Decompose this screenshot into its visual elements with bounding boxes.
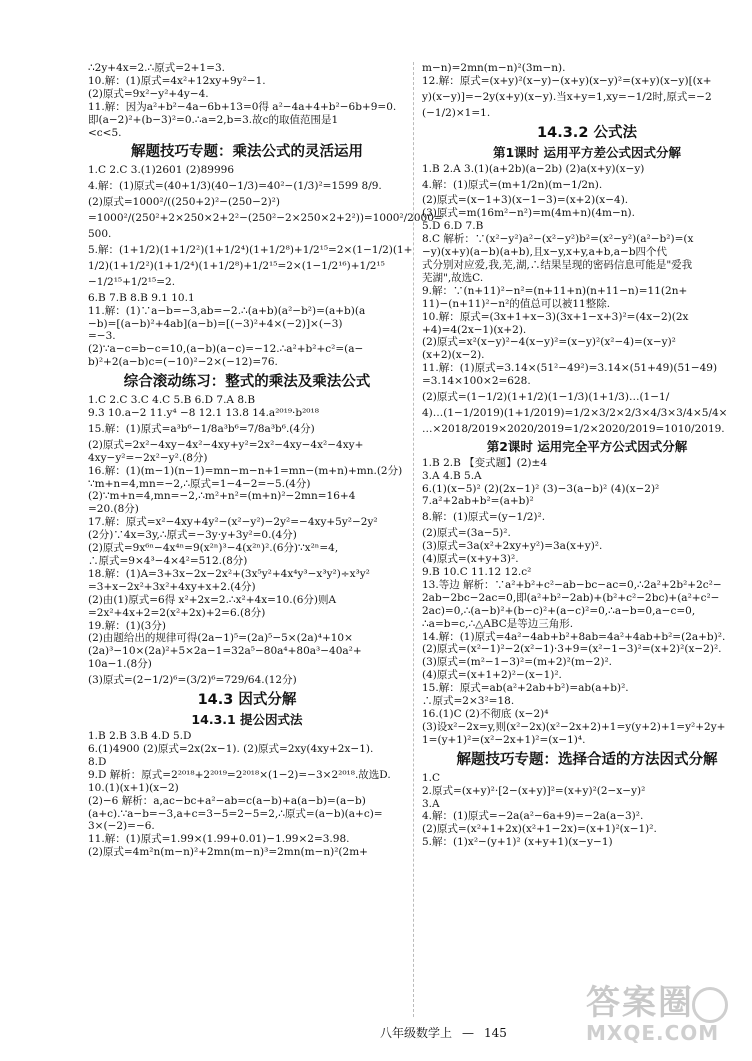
answer-line: −y)(x+y)(a−b)(a+b),且x−y,x+y,a+b,a−b四个代 xyxy=(422,246,668,259)
answer-line: (a+c).∵a−b=−3,a+c=3−5=2−5=2,∴原式=(a−b)(a+c)= xyxy=(88,807,383,820)
answer-line: =−3. xyxy=(88,330,116,343)
answer-line: 6.B 7.B 8.B 9.1 10.1 xyxy=(88,291,195,304)
answer-line: =2x²+4x+2=2(x²+2x)+2=6.(8分) xyxy=(88,606,266,619)
answer-line: 8.解：(1)原式=(y−1/2)². xyxy=(422,511,546,524)
answer-line: 4)…(1−1/2019)(1+1/2019)=1/2×3/2×2/3×4/3×3/4×5/4× xyxy=(422,406,728,419)
answer-line: 4.解：(1)原式=(40+1/3)(40−1/3)=40²−(1/3)²=1599 8/9. xyxy=(88,180,382,193)
answer-line: ∵m+n=4,mn=−2,∴原式=1−4−2=−5.(4分) xyxy=(88,477,311,490)
answer-line: 8.C 解析：∵(x²−y²)a²−(x²−y²)b²=(x²−y²)(a²−b²)=(x xyxy=(422,233,694,246)
watermark-top: 答案圈 xyxy=(586,983,694,1023)
answer-line: 2ab−2bc−2ac=0,即(a²+b²−2ab)+(b²+c²−2bc)+(a²+c²− xyxy=(422,591,720,604)
section-heading: 解题技巧专题：乘法公式的灵活运用 xyxy=(131,144,363,161)
answer-line: (2)原式=(x−1+3)(x−1−3)=(x+2)(x−4). xyxy=(422,194,629,207)
answer-line: (2分)∵4x=3y,∴原式=−3y·y+3y²=0.(4分) xyxy=(88,529,297,542)
answer-line: 16.解：(1)(m−1)(n−1)=mn−m−n+1=mn−(m+n)+mn.(2分) xyxy=(88,464,403,477)
answer-line: 1.C xyxy=(422,771,441,784)
answer-line: 1.C 2.C 3.(1)2601 (2)89996 xyxy=(88,164,235,177)
section-heading: 综合滚动练习：整式的乘法及乘法公式 xyxy=(123,374,371,391)
column-divider xyxy=(413,62,414,1017)
answer-line: (−1/2)×1=1. xyxy=(422,106,491,119)
answer-line: 1.C 2.C 3.C 4.C 5.B 6.D 7.A 8.B xyxy=(88,394,256,407)
answer-line: (2)原式=1000²/((250+2)²−(250−2)²) xyxy=(88,196,280,209)
answer-line: 18.解：(1)A=3+3x−2x−2x²+(3x⁵y²+4x⁴y³−x³y²)÷x³y² xyxy=(88,567,370,580)
answer-line: (2)原式=4m²n(m−n)²+2mn(m−n)³=2mn(m−n)²(2m+ xyxy=(88,846,368,859)
answer-line: (2)原式=(3a−5)². xyxy=(422,527,511,540)
answer-line: 15.解：原式=ab(a²+2ab+b²)=ab(a+b)². xyxy=(422,682,629,695)
answer-line: y)(x−y)]=−2y(x+y)(x−y).当x+y=1,xy=−1/2时,原式=−2 xyxy=(422,90,712,103)
answer-line: ∴原式=2×3²=18. xyxy=(422,695,515,708)
answer-line: (4)原式=(x+y+3)². xyxy=(422,553,519,566)
answer-line: 1.B 2.A 3.(1)(a+2b)(a−2b) (2)a(x+y)(x−y) xyxy=(422,162,645,175)
answer-line: 19.解：(1)(3分) xyxy=(88,619,166,632)
answer-line: <c<5. xyxy=(88,126,122,139)
answer-line: 11)−(n+11)²−n²的值总可以被11整除. xyxy=(422,297,611,310)
answer-line: ∴原式=9×4³−4×4²=512.(8分) xyxy=(88,555,248,567)
page-number: 145 xyxy=(484,1026,507,1040)
answer-line: (2)原式=x²(x−y)²−4(x−y)²=(x−y)²(x²−4)=(x−y)² xyxy=(422,336,676,349)
answer-line: 3×(−2)=−6. xyxy=(88,820,155,833)
section-heading: 14.3.2 公式法 xyxy=(537,124,637,141)
answer-line: 17.解：原式=x²−4xy+4y²−(x²−y²)−2y²=−4xy+5y²−2y² xyxy=(88,516,378,529)
answer-line: +4)=4(2x−1)(x+2). xyxy=(422,323,527,336)
answer-line: 11.解：(1)原式=3.14×(51²−49²)=3.14×(51+49)(51−49) xyxy=(422,362,718,375)
answer-line: 2ac)=0,∴(a−b)²+(b−c)²+(a−c)²=0,∴a−b=0,a−c=0, xyxy=(422,604,696,617)
answer-line: 1=(y+1)²=(x²−2x+1)²=(x−1)⁴. xyxy=(422,733,586,746)
answer-line: 10.解：(1)原式=4x²+12xy+9y²−1. xyxy=(88,74,266,87)
answer-line: (2a)³−10×(2a)²+5×2a−1=32a⁵−80a⁴+80a³−40a²+ xyxy=(88,645,362,658)
answer-line: 500. xyxy=(88,228,112,241)
answer-line: 9.B 10.C 11.12 12.c² xyxy=(422,566,532,578)
answer-line: …×2018/2019×2020/2019=1/2×2020/2019=1010/2019. xyxy=(422,422,725,435)
answer-line: 11.解：因为a²+b²−4a−6b+13=0得 a²−4a+4+b²−6b+9=0. xyxy=(88,100,397,113)
answer-line: (2)由题给出的规律可得(2a−1)⁵=(2a)⁵−5×(2a)⁴+10× xyxy=(88,632,353,645)
answer-column-left xyxy=(88,62,443,859)
answer-line: 1/2)(1+1/2²)(1+1/2⁴)(1+1/2⁸)+1/2¹⁵=2×(1−1/2¹⁶)+1/2¹⁵ xyxy=(88,259,385,272)
answer-line: 16.(1)C (2)不彻底 (x−2)⁴ xyxy=(422,707,549,720)
answer-line: 4.解：(1)原式=−2a(a²−6a+9)=−2a(a−3)². xyxy=(422,810,644,823)
answer-line: 即(a−2)²+(b−3)²=0.∴a=2,b=3.故c的取值范围是1 xyxy=(88,113,339,126)
answer-line: 6.(1)4900 (2)原式=2x(2x−1). (2)原式=2xy(4xy+2x−1). xyxy=(88,742,374,755)
footer-grade: 八年级数学上 xyxy=(380,1026,453,1040)
answer-line: =1000²/(250²+2×250×2+2²−(250²−2×250×2+2²))=1000²/2000= xyxy=(88,212,443,225)
answer-line: (2)原式=(x²−1)²−2(x²−1)·3+9=(x²−1−3)²=(x+2)²(x−2)². xyxy=(422,643,722,656)
answer-line: 1.B 2.B 3.B 4.D 5.D xyxy=(88,730,192,743)
watermark-circle-icon xyxy=(692,987,728,1023)
answer-line: =3.14×100×2=628. xyxy=(422,375,531,388)
answer-line: b)²+2(a−b)c=(−10)²−2×(−12)=76. xyxy=(88,356,278,369)
subsection-heading: 14.3.1 提公因式法 xyxy=(191,712,303,728)
answer-line: 5.D 6.D 7.B xyxy=(422,220,484,233)
answer-line: 1.B 2.B 【变式题】(2)±4 xyxy=(422,456,547,469)
answer-line: (3)原式=(2−1/2)⁶=(3/2)⁶=729/64.(12分) xyxy=(88,674,297,687)
answer-line: 5.解：(1+1/2)(1+1/2²)(1+1/2⁴)(1+1/2⁸)+1/2¹⁵=2×(1−1/2)(1+ xyxy=(88,243,413,256)
answer-line: 11.解：(1)∵a−b=−3,ab=−2.∴(a+b)(a²−b²)=(a+b)(a xyxy=(88,304,366,317)
answer-line: 13.等边 解析：∵a²+b²+c²−ab−bc−ac=0,∴2a²+2b²+2c²− xyxy=(422,578,722,591)
answer-line: 6.(1)(x−5)² (2)(2x−1)² (3)−3(a−b)² (4)(x−2)² xyxy=(422,482,660,495)
answer-line: (3)原式=m(16m²−n²)=m(4m+n)(4m−n). xyxy=(422,207,635,220)
answer-line: 10.(1)(x+1)(x−2) xyxy=(88,781,179,794)
answer-line: 3.A xyxy=(422,797,440,810)
subsection-heading: 第1课时 运用平方差公式因式分解 xyxy=(492,144,682,160)
section-heading: 14.3 因式分解 xyxy=(197,692,297,709)
answer-line: (2)原式=(x²+1+2x)(x²+1−2x)=(x+1)²(x−1)². xyxy=(422,823,657,836)
answer-line: =3+x−2x²+3x²+4xy+x+2.(4分) xyxy=(88,580,256,593)
answer-line: (2)原式=2x²−4xy−4x²−4xy+y²=2x²−4xy−4x²−4xy+ xyxy=(88,438,364,451)
footer-separator: — xyxy=(462,1026,475,1040)
answer-line: 7.a²+2ab+b²=(a+b)² xyxy=(422,495,534,508)
answer-line: 芜湖",故选C. xyxy=(422,271,484,284)
answer-line: 9.3 10.a−2 11.y⁴ −8 12.1 13.8 14.a²⁰¹⁹·b²⁰¹⁸ xyxy=(88,407,319,420)
answer-line: (2)∵a−c=b−c=10,(a−b)(a−c)=−12.∴a²+b²+c²=(a− xyxy=(88,343,364,356)
answer-line: =20.(8分) xyxy=(88,503,139,516)
page-footer xyxy=(380,1024,517,1041)
subsection-heading: 第2课时 运用完全平方公式因式分解 xyxy=(486,438,688,454)
answer-line: (2)原式=(1−1/2)(1+1/2)(1−1/3)(1+1/3)…(1−1/ xyxy=(422,391,670,404)
answer-line: (2)由(1)原式=6得 x²+2x=2.∴x²+4x=10.(6分)则A xyxy=(88,593,337,606)
answer-line: 11.解：(1)原式=1.99×(1.99+0.01)−1.99×2=3.98. xyxy=(88,833,350,846)
answer-line: 4xy−y²=−2x²−y².(8分) xyxy=(88,451,208,464)
answer-line: 3.A 4.B 5.A xyxy=(422,469,482,482)
answer-column-right xyxy=(422,62,752,849)
answer-line: ∴2y+4x=2.∴原式=2+1=3. xyxy=(88,62,225,74)
answer-line: (x+2)(x−2). xyxy=(422,349,485,362)
answer-line: 2.原式=(x+y)²·[2−(x+y)]²=(x+y)²(2−x−y)² xyxy=(422,784,646,797)
answer-line: 15.解：(1)原式=a³b⁶−1/8a³b⁶=7/8a³b⁶.(4分) xyxy=(88,422,315,435)
answer-line: 14.解：(1)原式=4a²−4ab+b²+8ab=4a²+4ab+b²=(2a+b)². xyxy=(422,630,726,643)
answer-line: 12.解：原式=(x+y)²(x−y)−(x+y)(x−y)²=(x+y)(x−y)[(x+ xyxy=(422,74,712,87)
answer-line: 4.解：(1)原式=(m+1/2n)(m−1/2n). xyxy=(422,178,603,191)
watermark-bottom: MXQE.COM xyxy=(586,1021,720,1045)
answer-line: 9.D 解析：原式=2²⁰¹⁸+2²⁰¹⁹=2²⁰¹⁸×(1−2)=−3×2²⁰¹⁸.故选D. xyxy=(88,768,391,781)
answer-line: (3)原式=3a(x²+2xy+y²)=3a(x+y)². xyxy=(422,540,603,553)
answer-line: (2)∵m+n=4,mn=−2,∴m²+n²=(m+n)²−2mn=16+4 xyxy=(88,490,356,503)
answer-line: (2)原式=9x²−y²+4y−4. xyxy=(88,87,209,100)
answer-line: 10.解：原式=(3x+1+x−3)(3x+1−x+3)²=(4x−2)(2x xyxy=(422,310,689,323)
answer-line: −b)=[(a−b)²+4ab](a−b)=[(−3)²+4×(−2)]×(−3) xyxy=(88,317,343,330)
answer-line: (4)原式=(x+1+2)²−(x−1)². xyxy=(422,669,562,682)
answer-line: 式分别对应爱,我,芜,湖,∴结果呈现的密码信息可能是"爱我 xyxy=(422,258,693,271)
answer-line: −1/2¹⁵+1/2¹⁵=2. xyxy=(88,275,176,288)
answer-line: 5.解：(1)x²−(y+1)² (x+y+1)(x−y−1) xyxy=(422,836,613,849)
site-watermark-logo xyxy=(586,985,736,1051)
answer-line: ∴a=b=c,∴△ABC是等边三角形. xyxy=(422,617,574,630)
answer-line: (3)设x²−2x=y,则(x²−2x)(x²−2x+2)+1=y(y+2)+1=y²+2y+ xyxy=(422,720,726,733)
answer-line: 9.解：∵(n+11)²−n²=(n+11+n)(n+11−n)=11(2n+ xyxy=(422,284,688,297)
answer-line: (2)原式=9x⁶ⁿ−4x⁴ⁿ=9(x²ⁿ)³−4(x²ⁿ)².(6分)∵x²ⁿ=4, xyxy=(88,542,339,555)
answer-line: (3)原式=(m²−1−3)²=(m+2)²(m−2)². xyxy=(422,656,613,669)
answer-line: (2)−6 解析：a,ac−bc+a²−ab=c(a−b)+a(a−b)=(a−b) xyxy=(88,794,366,807)
answer-line: m−n)=2mn(m−n)²(3m−n). xyxy=(422,62,566,74)
section-heading: 解题技巧专题：选择合适的方法因式分解 xyxy=(456,751,718,768)
answer-line: 8.D xyxy=(88,755,107,768)
answer-line: 10a−1.(8分) xyxy=(88,658,152,671)
